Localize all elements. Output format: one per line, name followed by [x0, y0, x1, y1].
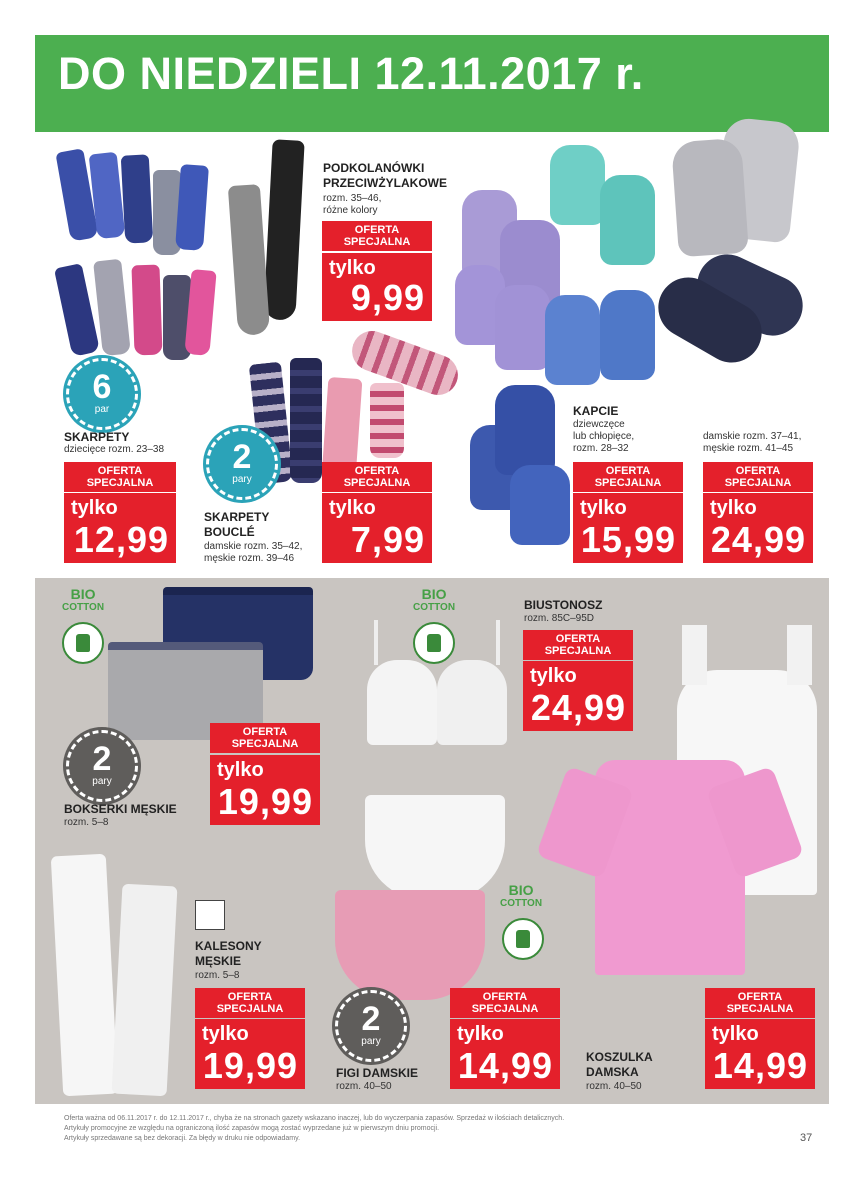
special-offer-tag: OFERTA SPECJALNA: [703, 462, 813, 492]
product-name-koszulka: KOSZULKA DAMSKA: [586, 1050, 653, 1079]
product-desc-koszulka: rozm. 40–50: [586, 1081, 642, 1092]
page-number: 37: [800, 1132, 813, 1144]
pack-badge-6-pairs: 6 par: [66, 358, 138, 430]
special-offer-tag: OFERTA SPECJALNA: [195, 988, 305, 1018]
bio-cotton-logo: BIO COTTON: [413, 586, 456, 613]
price-box-figi: tylko 14,99: [450, 1019, 560, 1089]
product-desc-biustonosz: rozm. 85C–95D: [524, 613, 595, 624]
kids-socks-image: [58, 145, 218, 385]
product-desc-kalesony: rozm. 5–8: [195, 970, 240, 981]
product-name-kalesony: KALESONY MĘSKIE: [195, 939, 262, 968]
price-box-skarpety: tylko 12,99: [64, 493, 176, 563]
price-skarpety-boucle: 7,99: [350, 519, 425, 560]
product-desc-skarpety: dziecięce rozm. 23–38: [64, 444, 165, 455]
special-offer-tag: OFERTA SPECJALNA: [210, 723, 320, 753]
price-box-biustonosz: tylko 24,99: [523, 661, 633, 731]
adult-slippers-image: [650, 115, 820, 415]
price-koszulka: 14,99: [712, 1045, 808, 1086]
briefs-image: [335, 795, 515, 1010]
special-offer-tag: OFERTA SPECJALNA: [322, 462, 432, 492]
product-desc-skarpety-boucle: damskie rozm. 35–42, męskie rozm. 39–46: [204, 541, 303, 564]
price-box-bokserki: tylko 19,99: [210, 755, 320, 825]
bio-cotton-logo: BIO COTTON: [500, 882, 543, 909]
bio-cotton-logo: BIO COTTON: [62, 586, 105, 613]
price-box-kalesony: tylko 19,99: [195, 1019, 305, 1089]
special-offer-tag: OFERTA SPECJALNA: [450, 988, 560, 1018]
price-box-podkolanowki: tylko 9,99: [322, 253, 432, 321]
special-offer-tag: OFERTA SPECJALNA: [64, 462, 176, 492]
pack-badge-2-pairs: 2 pary: [206, 428, 278, 500]
price-podkolanowki: 9,99: [350, 277, 425, 318]
compression-socks-image: [228, 140, 320, 332]
pink-tshirt-image: [550, 750, 790, 980]
product-desc-figi: rozm. 40–50: [336, 1081, 392, 1092]
special-offer-tag: OFERTA SPECJALNA: [523, 630, 633, 660]
product-name-figi: FIGI DAMSKIE: [336, 1066, 419, 1080]
price-box-kapcie: tylko 15,99: [573, 493, 683, 563]
special-offer-tag: OFERTA SPECJALNA: [322, 221, 432, 251]
product-name-skarpety: SKARPETY: [64, 430, 130, 444]
product-desc-podkolanowki: rozm. 35–46, różne kolory: [323, 193, 382, 216]
pack-badge-2-pairs: 2 pary: [66, 730, 138, 802]
footer-disclaimer: Oferta ważna od 06.11.2017 r. do 12.11.2017 r., chyba że na stronach gazety wskazano inaczej, lub do wyczerpania zapasów. Sprzedaż w ilościach detalicznych. Artykuły promocyjne ze względu na ograniczoną ilość zapasów mogą zostać wyprzedane już w pierwszym dniu promocji. Artykuły sprzedawane są bez dekoracji. Za błędy w druku nie odpowiadamy.: [64, 1115, 565, 1142]
price-kapcie: 15,99: [580, 519, 676, 560]
price-box-koszulka: tylko 14,99: [705, 1019, 815, 1089]
product-desc-kapcie: dziewczęce lub chłopięce, rozm. 28–32: [573, 419, 635, 454]
page-title: DO NIEDZIELI 12.11.2017 r.: [58, 48, 644, 99]
gots-certificate-icon: [502, 918, 544, 960]
price-biustonosz: 24,99: [530, 687, 626, 728]
product-name-biustonosz: BIUSTONOSZ: [524, 598, 603, 612]
product-name-kapcie: KAPCIE: [573, 404, 619, 418]
product-desc-bokserki: rozm. 5–8: [64, 817, 109, 828]
product-name-skarpety-boucle: SKARPETY BOUCLÉ: [204, 510, 270, 539]
price-box-kapcie-dorosli: tylko 24,99: [703, 493, 813, 563]
product-name-bokserki: BOKSERKI MĘSKIE: [64, 802, 177, 816]
price-skarpety: 12,99: [73, 519, 169, 560]
price-box-skarpety-boucle: tylko 7,99: [322, 493, 432, 563]
special-offer-tag: OFERTA SPECJALNA: [705, 988, 815, 1018]
price-bokserki: 19,99: [217, 781, 313, 822]
boxer-briefs-image: [108, 582, 323, 732]
bra-image: [362, 620, 512, 750]
price-kalesony: 19,99: [202, 1045, 298, 1086]
special-offer-tag: OFERTA SPECJALNA: [573, 462, 683, 492]
oeko-tex-icon: [195, 900, 225, 930]
long-johns-image: [52, 855, 192, 1100]
pack-badge-2-pairs: 2 pary: [335, 990, 407, 1062]
gots-certificate-icon: [62, 622, 104, 664]
price-figi: 14,99: [457, 1045, 553, 1086]
product-name-podkolanowki: PODKOLANÓWKI PRZECIWŻYLAKOWE: [323, 161, 447, 190]
product-desc-kapcie-dorosli: damskie rozm. 37–41, męskie rozm. 41–45: [703, 431, 802, 454]
price-kapcie-dorosli: 24,99: [710, 519, 806, 560]
